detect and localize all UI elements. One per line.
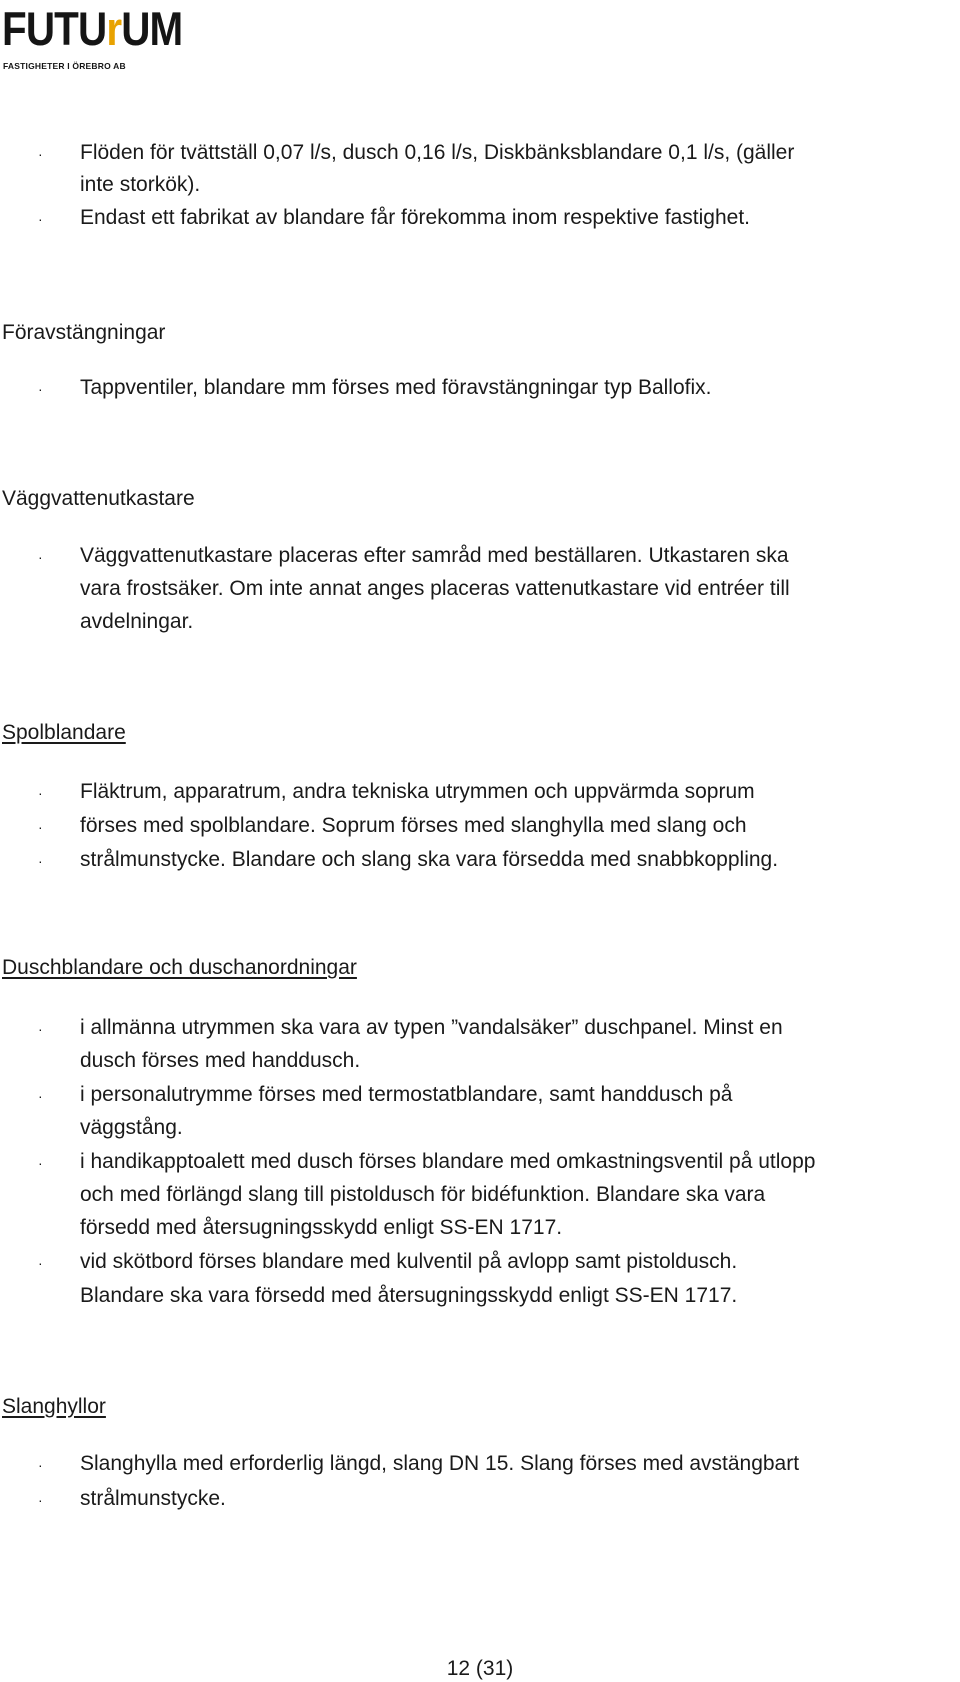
- section-line: vara frostsäker. Om inte annat anges placeras vattenutkastare vid entréer till: [80, 577, 790, 600]
- bullet-marker: ·: [38, 211, 43, 227]
- section-line: avdelningar.: [80, 610, 194, 633]
- section-line: i handikapptoalett med dusch förses blandare med omkastningsventil på utlopp: [80, 1150, 816, 1173]
- page-number: 12 (31): [446, 1657, 514, 1680]
- bullet-marker: ·: [38, 785, 43, 801]
- bullet-marker: ·: [38, 1021, 43, 1037]
- section-line: i personalutrymme förses med termostatblandare, samt handdusch på: [80, 1083, 733, 1106]
- section-heading-spolblandare: Spolblandare: [2, 721, 126, 744]
- section-line: Fläktrum, apparatrum, andra tekniska utrymmen och uppvärmda soprum: [80, 780, 755, 803]
- section-line: dusch förses med handdusch.: [80, 1049, 361, 1072]
- bullet-marker: ·: [38, 1155, 43, 1171]
- section-line: i allmänna utrymmen ska vara av typen ”vandalsäker” duschpanel. Minst en: [80, 1016, 783, 1039]
- intro-line: inte storkök).: [80, 173, 201, 196]
- bullet-marker: ·: [38, 1255, 43, 1271]
- section-line: väggstång.: [80, 1116, 183, 1139]
- bullet-marker: ·: [38, 549, 43, 565]
- section-line: strålmunstycke.: [80, 1487, 226, 1510]
- section-line: Slanghylla med erforderlig längd, slang DN 15. Slang förses med avstängbart: [80, 1452, 800, 1475]
- section-heading-slanghyllor: Slanghyllor: [2, 1395, 106, 1418]
- section-line: strålmunstycke. Blandare och slang ska vara försedda med snabbkoppling.: [80, 848, 779, 871]
- bullet-marker: ·: [38, 1088, 43, 1104]
- section-line: Blandare ska vara försedd med återsugningsskydd enligt SS-EN 1717.: [80, 1284, 738, 1307]
- bullet-marker: ·: [38, 146, 43, 162]
- section-line: försedd med återsugningsskydd enligt SS-EN 1717.: [80, 1216, 563, 1239]
- section-line: Tappventiler, blandare mm förses med föravstängningar typ Ballofix.: [80, 376, 712, 399]
- bullet-marker: ·: [38, 1492, 43, 1508]
- futurum-logo: [2, 2, 202, 74]
- section-heading-vaggvattenutkastare: Väggvattenutkastare: [2, 487, 195, 510]
- bullet-marker: ·: [38, 853, 43, 869]
- bullet-marker: ·: [38, 819, 43, 835]
- section-heading-duschblandare: Duschblandare och duschanordningar: [2, 956, 357, 979]
- section-heading-foravstangningar: Föravstängningar: [2, 321, 166, 344]
- logo-tagline: FASTIGHETER I ÖREBRO AB: [3, 61, 126, 71]
- intro-line: Endast ett fabrikat av blandare får förekomma inom respektive fastighet.: [80, 206, 751, 229]
- section-line: förses med spolblandare. Soprum förses med slanghylla med slang och: [80, 814, 747, 837]
- section-line: Väggvattenutkastare placeras efter samråd med beställaren. Utkastaren ska: [80, 544, 789, 567]
- bullet-marker: ·: [38, 1457, 43, 1473]
- bullet-marker: ·: [38, 381, 43, 397]
- section-line: och med förlängd slang till pistoldusch för bidéfunktion. Blandare ska vara: [80, 1183, 766, 1206]
- logo-wordmark: FUTUrUM: [2, 2, 183, 55]
- intro-line: Flöden för tvättställ 0,07 l/s, dusch 0,16 l/s, Diskbänksblandare 0,1 l/s, (gäller: [80, 141, 795, 164]
- section-line: vid skötbord förses blandare med kulventil på avlopp samt pistoldusch.: [80, 1250, 738, 1273]
